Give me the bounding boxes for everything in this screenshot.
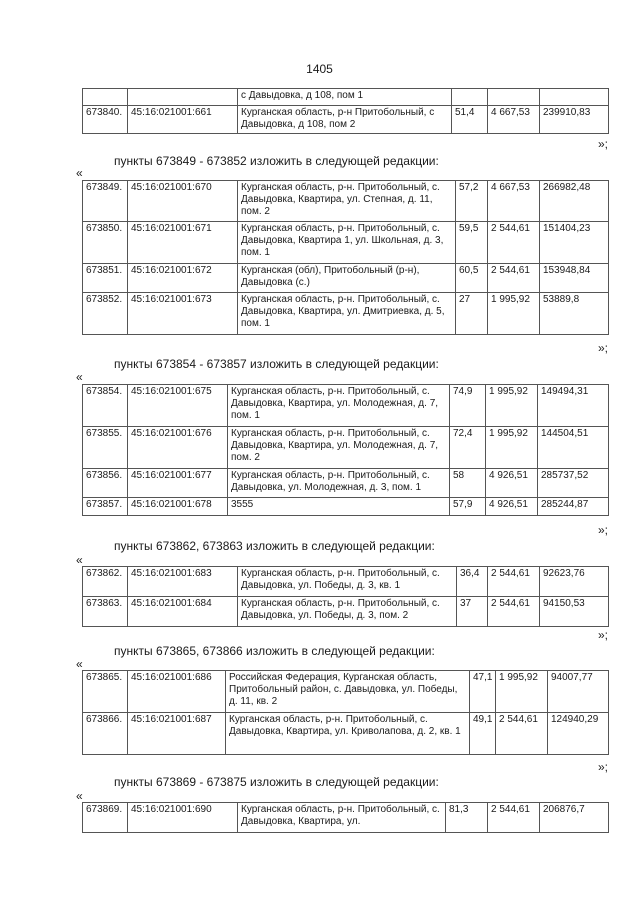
- value-cell: 266982,48: [540, 181, 609, 222]
- cadastral-number-cell: 45:16:021001:690: [128, 803, 238, 833]
- cadastral-number-cell: 45:16:021001:677: [128, 469, 228, 498]
- area-cell: [452, 89, 488, 106]
- amendment-instruction: пункты 673869 - 673875 изложить в следующей редакции:: [114, 775, 439, 789]
- address-cell: с Давыдовка, д 108, пом 1: [238, 89, 452, 106]
- value-cell: 144504,51: [538, 427, 609, 469]
- row-number-cell: 673862.: [83, 567, 128, 597]
- value-cell: 285737,52: [538, 469, 609, 498]
- cadastral-number-cell: 45:16:021001:671: [128, 222, 238, 264]
- cadastral-number-cell: 45:16:021001:687: [128, 713, 226, 755]
- rate-cell: 1 995,92: [496, 671, 548, 713]
- closing-quote: »;: [597, 628, 608, 642]
- area-cell: 74,9: [450, 385, 486, 427]
- table-row: [83, 803, 609, 833]
- area-cell: 47,1: [470, 671, 496, 713]
- registry-table: [82, 180, 609, 335]
- registry-table: [82, 670, 609, 755]
- rate-cell: 1 995,92: [486, 385, 538, 427]
- rate-cell: 1 995,92: [486, 427, 538, 469]
- rate-cell: 1 995,92: [488, 293, 540, 335]
- area-cell: 37: [457, 597, 488, 627]
- address-cell: Российская Федерация, Курганская область, Притобольный район, с. Давыдовка, ул. Победы, д. 11, кв. 2: [226, 671, 470, 713]
- address-cell: Курганская область, р-н. Притобольный, с. Давыдовка, Квартира, ул. Дмитриевка, д. 5, пом. 1: [238, 293, 456, 335]
- opening-quote: «: [76, 657, 83, 671]
- opening-quote: «: [76, 553, 83, 567]
- table-row: [83, 106, 609, 134]
- value-cell: 94150,53: [540, 597, 609, 627]
- address-cell: Курганская область, р-н. Притобольный, с. Давыдовка, Квартира, ул. Криволапова, д. 2, кв. 1: [226, 713, 470, 755]
- address-cell: Курганская область, р-н. Притобольный, с. Давыдовка, Квартира 1, ул. Школьная, д. 3, пом. 1: [238, 222, 456, 264]
- address-cell: Курганская область, р-н. Притобольный, с. Давыдовка, Квартира, ул. Молодежная, д. 7, пом. 2: [228, 427, 450, 469]
- address-cell: Курганская область, р-н. Притобольный, с. Давыдовка, Квартира, ул. Молодежная, д. 7, пом. 1: [228, 385, 450, 427]
- cadastral-number-cell: 45:16:021001:672: [128, 264, 238, 293]
- value-cell: 153948,84: [540, 264, 609, 293]
- rate-cell: 2 544,61: [488, 567, 540, 597]
- closing-quote: »;: [597, 341, 608, 355]
- table-row: [83, 181, 609, 222]
- amendment-instruction: пункты 673854 - 673857 изложить в следующей редакции:: [114, 357, 439, 371]
- row-number-cell: 673856.: [83, 469, 128, 498]
- address-cell: Курганская область, р-н. Притобольный, с. Давыдовка, ул. Победы, д. 3, пом. 2: [238, 597, 457, 627]
- cadastral-number-cell: 45:16:021001:673: [128, 293, 238, 335]
- opening-quote: «: [76, 166, 83, 180]
- table-row: [83, 713, 609, 755]
- address-cell: Курганская область, р-н. Притобольный, с. Давыдовка, ул. Молодежная, д. 3, пом. 1: [228, 469, 450, 498]
- amendment-instruction: пункты 673849 - 673852 изложить в следующей редакции:: [114, 154, 439, 168]
- registry-table: [82, 802, 609, 833]
- rate-cell: 4 667,53: [488, 181, 540, 222]
- row-number-cell: 673849.: [83, 181, 128, 222]
- cadastral-number-cell: 45:16:021001:678: [128, 498, 228, 516]
- cadastral-number-cell: 45:16:021001:686: [128, 671, 226, 713]
- rate-cell: 2 544,61: [496, 713, 548, 755]
- area-cell: 49,1: [470, 713, 496, 755]
- value-cell: 285244,87: [538, 498, 609, 516]
- registry-table: [82, 566, 609, 627]
- row-number-cell: 673854.: [83, 385, 128, 427]
- area-cell: 57,2: [456, 181, 488, 222]
- cadastral-number-cell: 45:16:021001:676: [128, 427, 228, 469]
- row-number-cell: 673852.: [83, 293, 128, 335]
- closing-quote: »;: [597, 523, 608, 537]
- cadastral-number-cell: 45:16:021001:670: [128, 181, 238, 222]
- row-number-cell: [83, 89, 128, 106]
- row-number-cell: 673865.: [83, 671, 128, 713]
- table-row: [83, 222, 609, 264]
- value-cell: [540, 89, 609, 106]
- value-cell: 53889,8: [540, 293, 609, 335]
- area-cell: 81,3: [446, 803, 488, 833]
- row-number-cell: 673869.: [83, 803, 128, 833]
- area-cell: 72,4: [450, 427, 486, 469]
- address-cell: Курганская область, р-н. Притобольный, с. Давыдовка, Квартира, ул. Степная, д. 11, пом. 2: [238, 181, 456, 222]
- table-row: [83, 89, 609, 106]
- address-cell: Курганская область, р-н Притобольный, с Давыдовка, д 108, пом 2: [238, 106, 452, 134]
- rate-cell: 2 544,61: [488, 803, 540, 833]
- registry-table: [82, 384, 609, 516]
- cadastral-number-cell: 45:16:021001:675: [128, 385, 228, 427]
- address-cell: Курганская область, р-н. Притобольный, с. Давыдовка, ул. Победы, д. 3, кв. 1: [238, 567, 457, 597]
- row-number-cell: 673863.: [83, 597, 128, 627]
- table-row: [83, 427, 609, 469]
- rate-cell: 2 544,61: [488, 264, 540, 293]
- rate-cell: 4 926,51: [486, 469, 538, 498]
- cadastral-number-cell: 45:16:021001:661: [128, 106, 238, 134]
- address-cell: Курганская область, р-н. Притобольный, с. Давыдовка, Квартира, ул.: [238, 803, 446, 833]
- rate-cell: [488, 89, 540, 106]
- area-cell: 36,4: [457, 567, 488, 597]
- rate-cell: 2 544,61: [488, 222, 540, 264]
- rate-cell: 2 544,61: [488, 597, 540, 627]
- address-cell: 3555: [228, 498, 450, 516]
- table-row: [83, 293, 609, 335]
- address-cell: Курганская (обл), Притобольный (р-н), Давыдовка (с.): [238, 264, 456, 293]
- table-row: [83, 498, 609, 516]
- row-number-cell: 673851.: [83, 264, 128, 293]
- value-cell: 151404,23: [540, 222, 609, 264]
- closing-quote: »;: [597, 760, 608, 774]
- value-cell: 92623,76: [540, 567, 609, 597]
- value-cell: 124940,29: [548, 713, 609, 755]
- row-number-cell: 673857.: [83, 498, 128, 516]
- area-cell: 59,5: [456, 222, 488, 264]
- area-cell: 60,5: [456, 264, 488, 293]
- area-cell: 57,9: [450, 498, 486, 516]
- table-row: [83, 671, 609, 713]
- rate-cell: 4 667,53: [488, 106, 540, 134]
- area-cell: 27: [456, 293, 488, 335]
- value-cell: 206876,7: [540, 803, 609, 833]
- value-cell: 94007,77: [548, 671, 609, 713]
- area-cell: 58: [450, 469, 486, 498]
- row-number-cell: 673840.: [83, 106, 128, 134]
- cadastral-number-cell: 45:16:021001:683: [128, 567, 238, 597]
- table-row: [83, 597, 609, 627]
- value-cell: 149494,31: [538, 385, 609, 427]
- table-row: [83, 385, 609, 427]
- area-cell: 51,4: [452, 106, 488, 134]
- closing-quote: »;: [597, 137, 608, 151]
- amendment-instruction: пункты 673865, 673866 изложить в следующей редакции:: [114, 644, 435, 658]
- cadastral-number-cell: [128, 89, 238, 106]
- opening-quote: «: [76, 370, 83, 384]
- table-row: [83, 567, 609, 597]
- row-number-cell: 673855.: [83, 427, 128, 469]
- table-row: [83, 264, 609, 293]
- rate-cell: 4 926,51: [486, 498, 538, 516]
- value-cell: 239910,83: [540, 106, 609, 134]
- table-row: [83, 469, 609, 498]
- row-number-cell: 673850.: [83, 222, 128, 264]
- page-number: 1405: [306, 62, 333, 76]
- amendment-instruction: пункты 673862, 673863 изложить в следующей редакции:: [114, 539, 435, 553]
- registry-table-continued: [82, 88, 609, 134]
- opening-quote: «: [76, 789, 83, 803]
- row-number-cell: 673866.: [83, 713, 128, 755]
- cadastral-number-cell: 45:16:021001:684: [128, 597, 238, 627]
